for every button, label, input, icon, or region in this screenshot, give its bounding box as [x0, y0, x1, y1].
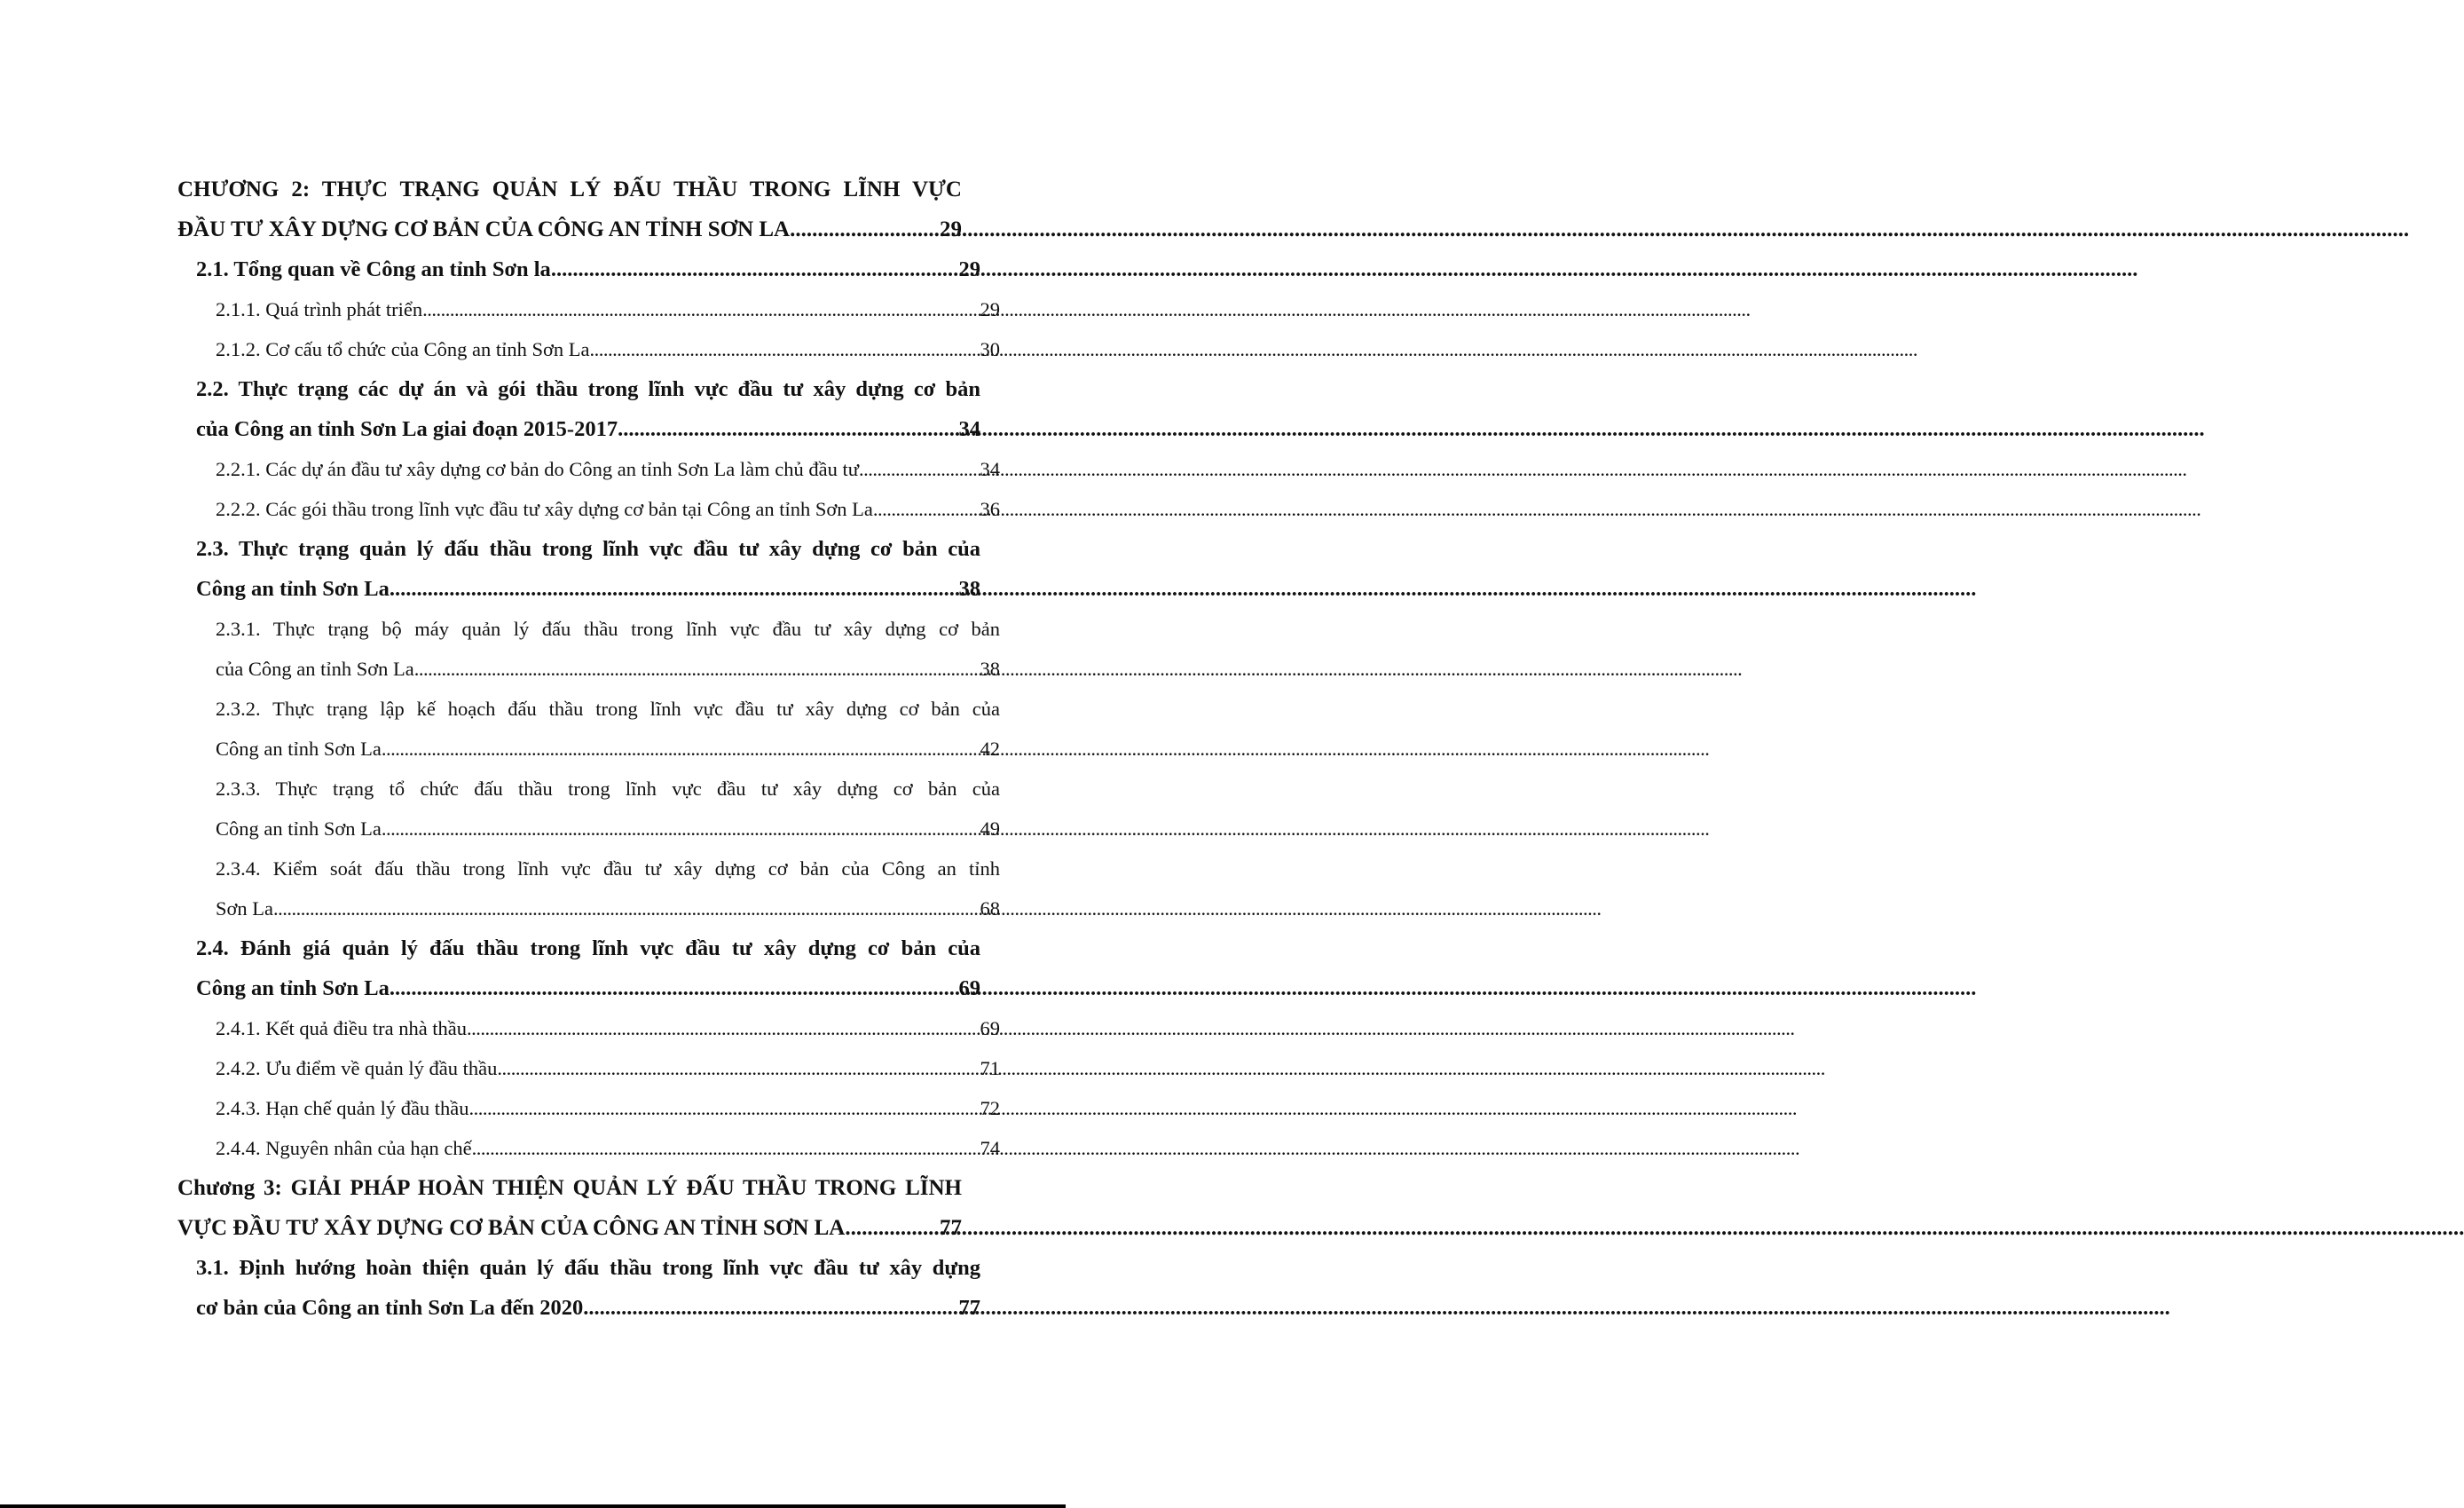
toc-entry-row	[196, 1288, 980, 1328]
toc-entry-title-line: Công an tỉnh Sơn La	[196, 976, 390, 1000]
toc-entry-title-line: cơ bản của Công an tỉnh Sơn La đến 2020	[196, 1296, 584, 1320]
toc-page-number: 69	[958, 976, 980, 1000]
toc-entry[interactable]	[177, 609, 1000, 689]
toc-dot-leader	[390, 968, 959, 1008]
toc-entry-title-line: của Công an tỉnh Sơn La	[216, 658, 414, 680]
toc-dot-leader	[845, 1208, 940, 1248]
toc-entry-title-line: Công an tỉnh Sơn La	[216, 817, 382, 840]
page-bottom-rule	[0, 1504, 1066, 1508]
toc-dot-leader	[618, 409, 958, 449]
toc-dot-leader	[382, 729, 980, 769]
toc-entry-row	[216, 329, 1000, 369]
toc-entry-title-line: 2.2.2. Các gói thầu trong lĩnh vực đầu tư xây dựng cơ bản tại Công an tỉnh Sơn La	[216, 498, 873, 520]
toc-page-number: 42	[980, 738, 1000, 760]
toc-entry-row	[216, 888, 1000, 928]
toc-entry-row	[216, 489, 1000, 529]
toc-entry[interactable]	[177, 329, 1000, 369]
toc-entry-title-line: 2.3. Thực trạng quản lý đấu thầu trong lĩnh vực đầu tư xây dựng cơ bản của	[196, 537, 980, 561]
toc-entry-row	[196, 968, 980, 1008]
toc-dot-leader	[859, 449, 980, 489]
toc-dot-leader	[551, 249, 959, 289]
table-of-contents	[177, 170, 1000, 1328]
toc-page-number: 34	[980, 458, 1000, 480]
toc-entry-title-line: Công an tỉnh Sơn La	[216, 738, 382, 760]
toc-entry-row	[216, 649, 1000, 689]
toc-dot-leader	[422, 289, 980, 329]
toc-entry[interactable]	[177, 849, 1000, 928]
toc-page-number: 34	[958, 417, 980, 441]
toc-dot-leader	[472, 1128, 980, 1168]
toc-page-number: 38	[958, 577, 980, 601]
toc-page-number: 30	[980, 338, 1000, 360]
toc-entry[interactable]	[177, 369, 980, 449]
toc-entry[interactable]	[177, 1008, 1000, 1048]
toc-dot-leader	[583, 1288, 958, 1328]
toc-dot-leader	[790, 209, 940, 249]
toc-entry-title-line: 2.1.1. Quá trình phát triển	[216, 298, 423, 320]
toc-entry-title-line: 2.3.3. Thực trạng tổ chức đấu thầu trong lĩnh vực đầu tư xây dựng cơ bản của	[216, 778, 1000, 800]
toc-entry-title-line: 2.2. Thực trạng các dự án và gói thầu trong lĩnh vực đầu tư xây dựng cơ bản	[196, 377, 980, 401]
toc-entry-title-line: ĐẦU TƯ XÂY DỰNG CƠ BẢN CỦA CÔNG AN TỈNH SƠN LA	[177, 217, 791, 241]
toc-page-number: 38	[980, 658, 1000, 680]
toc-page-number: 29	[980, 298, 1000, 320]
toc-page-number: 77	[940, 1216, 962, 1240]
toc-entry-row	[216, 1128, 1000, 1168]
toc-page-number: 29	[940, 217, 962, 241]
toc-dot-leader	[590, 329, 980, 369]
toc-entry[interactable]	[177, 170, 962, 249]
toc-entry-title-line: 3.1. Định hướng hoàn thiện quản lý đấu thầu trong lĩnh vực đầu tư xây dựng	[196, 1256, 980, 1280]
toc-entry-title-line: 2.4.3. Hạn chế quản lý đầu thầu	[216, 1097, 469, 1119]
toc-entry-row	[216, 1048, 1000, 1088]
toc-dot-leader	[390, 569, 959, 609]
toc-entry[interactable]	[177, 249, 980, 289]
toc-entry-row	[216, 289, 1000, 329]
toc-entry-title-line: 2.4.2. Ưu điểm về quản lý đầu thầu	[216, 1057, 498, 1079]
toc-entry-title-line: 2.3.4. Kiểm soát đấu thầu trong lĩnh vực đầu tư xây dựng cơ bản của Công an tỉnh	[216, 857, 1000, 880]
toc-entry-title-line: Chương 3: GIẢI PHÁP HOÀN THIỆN QUẢN LÝ ĐẤU THẦU TRONG LĨNH	[177, 1176, 962, 1200]
toc-entry-row	[196, 249, 980, 289]
toc-entry-row	[216, 729, 1000, 769]
toc-entry-row	[177, 1208, 962, 1248]
toc-entry-title-line: của Công an tỉnh Sơn La giai đoạn 2015-2017	[196, 417, 618, 441]
toc-entry[interactable]	[177, 769, 1000, 849]
toc-entry[interactable]	[177, 1088, 1000, 1128]
toc-dot-leader	[467, 1008, 980, 1048]
toc-page-number: 69	[980, 1017, 1000, 1039]
toc-entry-title-line: 2.4.4. Nguyên nhân của hạn chế	[216, 1137, 472, 1159]
toc-entry-title-line: 2.4.1. Kết quả điều tra nhà thầu	[216, 1017, 468, 1039]
toc-dot-leader	[497, 1048, 980, 1088]
toc-entry-row	[216, 1008, 1000, 1048]
toc-entry-row	[177, 209, 962, 249]
toc-page-number: 74	[980, 1137, 1000, 1159]
toc-dot-leader	[273, 888, 980, 928]
toc-entry[interactable]	[177, 489, 1000, 529]
toc-entry-row	[216, 449, 1000, 489]
toc-entry-title-line: CHƯƠNG 2: THỰC TRẠNG QUẢN LÝ ĐẤU THẦU TRONG LĨNH VỰC	[177, 178, 962, 201]
toc-entry-row	[196, 409, 980, 449]
toc-dot-leader	[873, 489, 980, 529]
toc-entry[interactable]	[177, 928, 980, 1008]
toc-entry[interactable]	[177, 1048, 1000, 1088]
toc-entry[interactable]	[177, 449, 1000, 489]
toc-entry-title-line: VỰC ĐẦU TƯ XÂY DỰNG CƠ BẢN CỦA CÔNG AN TỈNH SƠN LA	[177, 1216, 846, 1240]
toc-page-number: 68	[980, 897, 1000, 920]
toc-entry-title-line: 2.1.2. Cơ cấu tổ chức của Công an tỉnh Sơn La	[216, 338, 590, 360]
toc-entry-title-line: 2.3.2. Thực trạng lập kế hoạch đấu thầu trong lĩnh vực đầu tư xây dựng cơ bản của	[216, 698, 1000, 720]
toc-page-number: 77	[958, 1296, 980, 1320]
toc-entry-title-line: 2.2.1. Các dự án đầu tư xây dựng cơ bản do Công an tỉnh Sơn La làm chủ đầu tư	[216, 458, 859, 480]
toc-dot-leader	[469, 1088, 980, 1128]
toc-entry-row	[216, 1088, 1000, 1128]
toc-entry-row	[196, 569, 980, 609]
toc-page-number: 49	[980, 817, 1000, 840]
toc-entry[interactable]	[177, 1248, 980, 1328]
toc-page-number: 36	[980, 498, 1000, 520]
toc-entry[interactable]	[177, 529, 980, 609]
toc-entry[interactable]	[177, 1168, 962, 1248]
toc-page-number: 29	[958, 257, 980, 281]
toc-entry-title-line: Sơn La	[216, 897, 274, 920]
toc-entry-title-line: 2.1. Tổng quan về Công an tỉnh Sơn la	[196, 257, 551, 281]
toc-entry[interactable]	[177, 289, 1000, 329]
toc-entry-title-line: 2.4. Đánh giá quản lý đấu thầu trong lĩnh vực đầu tư xây dựng cơ bản của	[196, 936, 980, 960]
toc-dot-leader	[382, 809, 980, 849]
toc-entry[interactable]	[177, 689, 1000, 769]
toc-entry-title-line: 2.3.1. Thực trạng bộ máy quản lý đấu thầu trong lĩnh vực đầu tư xây dựng cơ bản	[216, 618, 1000, 640]
toc-entry[interactable]	[177, 1128, 1000, 1168]
toc-page-number: 71	[980, 1057, 1000, 1079]
toc-entry-title-line: Công an tỉnh Sơn La	[196, 577, 390, 601]
toc-dot-leader	[414, 649, 980, 689]
toc-page-number: 72	[980, 1097, 1000, 1119]
toc-entry-row	[216, 809, 1000, 849]
